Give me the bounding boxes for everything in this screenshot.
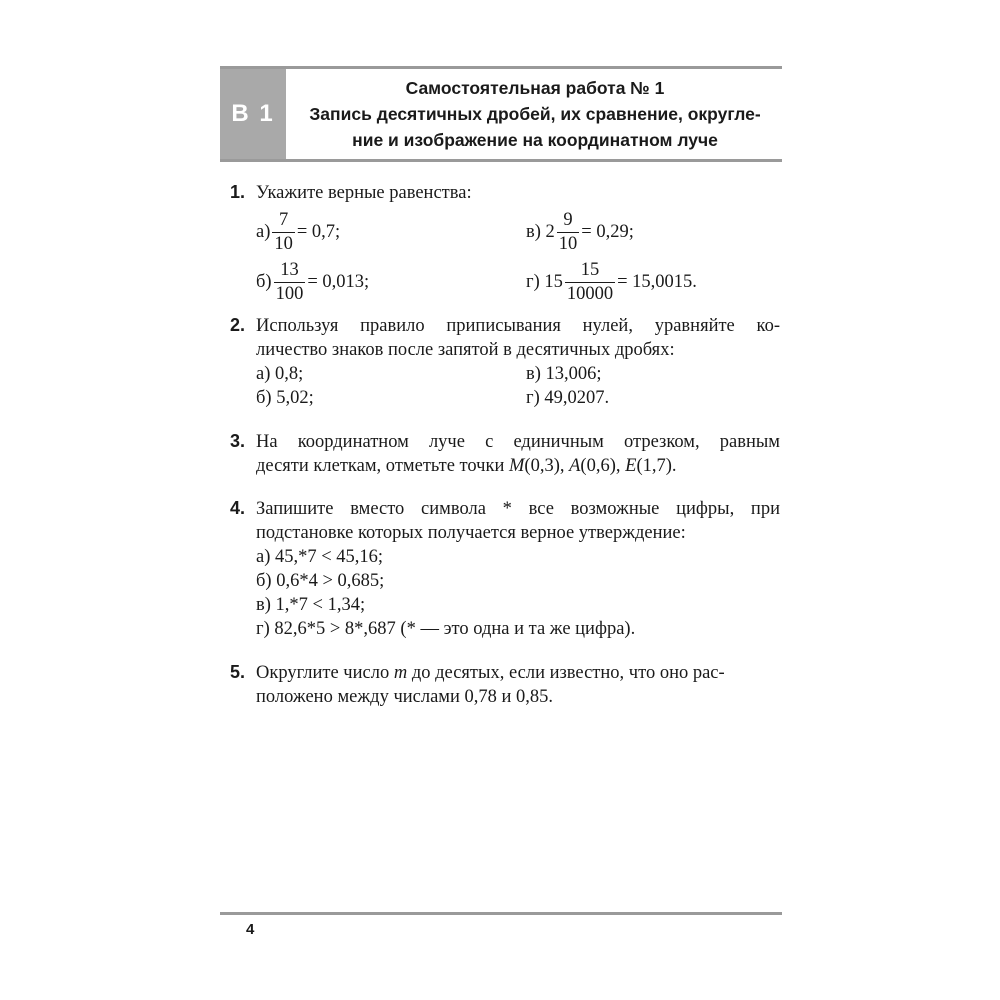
task-4-line-2: подстановке которых получается верное утверждение:	[256, 523, 686, 543]
task-4-item-g: г) 82,6*5 > 8*,687 (* — это одна и та же цифра).	[256, 619, 636, 639]
item-b-label: б)	[256, 271, 272, 292]
task-3-line-1: На координатном луче с единичным отрезком, равным	[256, 432, 780, 452]
item-a-rhs: = 0,7;	[296, 221, 341, 242]
point-m-name: M	[508, 456, 525, 476]
task-5-number: 5.	[230, 662, 246, 682]
task-4-item-v: в) 1,*7 < 1,34;	[256, 595, 366, 615]
task-5-suffix: до десятых, если известно, что оно рас-	[407, 663, 725, 683]
page-number: 4	[246, 921, 255, 938]
point-e-value: (1,7).	[636, 456, 677, 476]
task-2-number: 2.	[230, 315, 246, 335]
fraction-g-num: 15	[580, 259, 600, 280]
fraction-b-den: 100	[275, 283, 304, 304]
title-line-1: Самостоятельная работа № 1	[405, 78, 665, 98]
point-a-name: A	[569, 456, 581, 476]
variant-badge: В 1	[220, 69, 286, 159]
task-2-item-g: г) 49,0207.	[526, 388, 610, 408]
fraction-b-num: 13	[280, 259, 299, 280]
task-4-line-1: Запишите вместо символа * все возможные цифры, при	[256, 499, 780, 519]
footer-rule	[220, 912, 782, 915]
task-2-line-2: личество знаков после запятой в десятичных дробях:	[256, 340, 675, 360]
fraction-b	[274, 259, 306, 306]
item-a-label: а)	[256, 221, 271, 242]
header-bottom-rule	[220, 159, 782, 162]
header-top-rule	[220, 66, 782, 69]
task-1-item-g	[526, 252, 697, 312]
task-5-variable: m	[393, 663, 408, 683]
item-v-rhs: = 0,29;	[581, 221, 634, 242]
item-g-label: г) 15	[526, 271, 563, 292]
task-2-item-b: б) 5,02;	[256, 388, 314, 408]
task-2-item-v: в) 13,006;	[526, 364, 602, 384]
task-2-line-1: Используя правило приписывания нулей, уравняйте ко-	[256, 316, 780, 336]
task-2-item-a: а) 0,8;	[256, 364, 304, 384]
task-3-prefix: десяти клеткам, отметьте точки	[256, 456, 509, 476]
fraction-v-num: 9	[563, 209, 573, 230]
task-4-item-b: б) 0,6*4 > 0,685;	[256, 571, 385, 591]
fraction-v	[557, 209, 580, 256]
point-m-value: (0,3),	[524, 456, 570, 476]
fraction-v-den: 10	[558, 233, 578, 254]
task-1-number: 1.	[230, 182, 246, 202]
task-5-prefix: Округлите число	[256, 663, 394, 683]
fraction-a-den: 10	[274, 233, 293, 254]
fraction-a	[272, 209, 295, 256]
item-b-rhs: = 0,013;	[307, 271, 370, 292]
point-a-value: (0,6),	[580, 456, 626, 476]
task-1-item-b	[256, 252, 369, 312]
task-4-number: 4.	[230, 498, 246, 518]
item-g-rhs: = 15,0015.	[617, 271, 697, 292]
page-title	[290, 75, 780, 153]
point-e-name: E	[625, 456, 637, 476]
fraction-g	[565, 259, 615, 306]
item-v-label: в) 2	[526, 221, 555, 242]
task-4-item-a: а) 45,*7 < 45,16;	[256, 547, 384, 567]
task-1-text: Укажите верные равенства:	[256, 183, 472, 203]
task-3-line-2	[256, 454, 677, 478]
task-3-number: 3.	[230, 431, 246, 451]
task-5-line-2: положено между числами 0,78 и 0,85.	[256, 687, 554, 707]
fraction-a-num: 7	[279, 209, 289, 230]
fraction-g-den: 10000	[566, 283, 614, 304]
title-line-2: Запись десятичных дробей, их сравнение, округле-	[309, 104, 761, 124]
task-5-line-1	[256, 661, 725, 685]
title-line-3: ние и изображение на координатном луче	[352, 130, 718, 150]
